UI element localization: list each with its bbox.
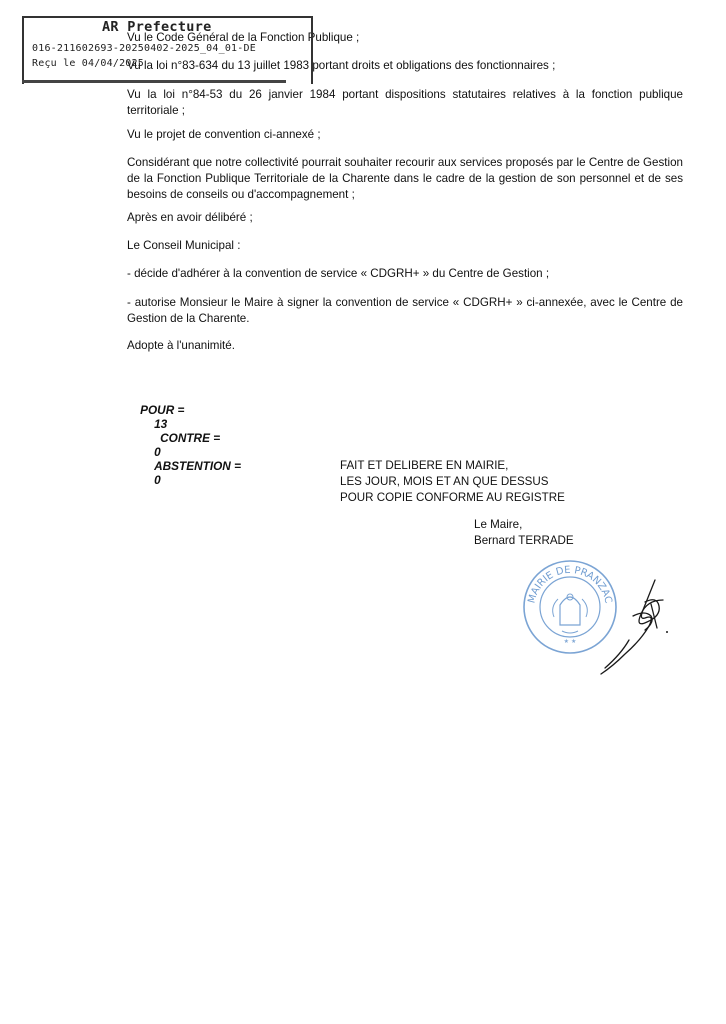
vote-pour-value: 13 [154, 417, 168, 431]
closing-line-3: POUR COPIE CONFORME AU REGISTRE [340, 491, 565, 504]
paragraph-projet-convention: Vu le projet de convention ci-annexé ; [127, 128, 321, 141]
vote-contre-value: 0 [154, 445, 161, 459]
paragraph-considerant: Considérant que notre collectivité pourrait souhaiter recourir aux services proposés par le Centre de Gestion de la Fonction Publique Territoriale de la Charente dans le cadre de la gestion de son personnel et de ses besoins de conseils ou d'accompagnement ; [127, 156, 683, 201]
seal-text: MAIRIE DE PRANZAC [526, 564, 614, 605]
paragraph-adopte: Adopte à l'unanimité. [127, 339, 235, 352]
paragraph-autorise-maire: - autorise Monsieur le Maire à signer la convention de service « CDGRH+ » ci-annexée, avec le Centre de Gestion de la Charente. [127, 296, 683, 325]
closing-formula [340, 458, 565, 506]
closing-line-2: LES JOUR, MOIS ET AN QUE DESSUS [340, 475, 549, 488]
signer-name: Bernard TERRADE [474, 534, 574, 547]
stamp-title: AR Prefecture [102, 19, 212, 35]
vote-abstention-label: ABSTENTION = [154, 459, 241, 473]
vote-contre-label: CONTRE = [160, 431, 221, 445]
signer-block [474, 517, 574, 549]
paragraph-code-fonction-publique: Vu le Code Général de la Fonction Publique ; [127, 31, 360, 44]
stamp-reference: 016-211602693-20250402-2025_04_01-DE [32, 43, 256, 54]
paragraph-decide-adherer: - décide d'adhérer à la convention de service « CDGRH+ » du Centre de Gestion ; [127, 267, 550, 280]
paragraph-loi-83-634: Vu la loi n°83-634 du 13 juillet 1983 portant droits et obligations des fonctionnaires ; [127, 59, 556, 72]
stamp-received-date: Reçu le 04/04/2025 [32, 58, 144, 69]
closing-line-1: FAIT ET DELIBERE EN MAIRIE, [340, 459, 509, 472]
stamp-bottom-border [22, 80, 286, 83]
paragraph-conseil-municipal: Le Conseil Municipal : [127, 239, 241, 252]
ar-prefecture-stamp [22, 16, 313, 84]
vote-pour-label: POUR = [140, 403, 185, 417]
paragraph-loi-84-53: Vu la loi n°84-53 du 26 janvier 1984 portant dispositions statutaires relatives à la fonction publique territoriale ; [127, 88, 683, 117]
signer-title: Le Maire, [474, 518, 523, 531]
mayor-signature [585, 570, 675, 680]
vote-results [127, 389, 241, 501]
paragraph-apres-delibere: Après en avoir délibéré ; [127, 211, 253, 224]
seal-star-icon: ★ ★ [563, 638, 577, 645]
vote-abstention-value: 0 [154, 473, 161, 487]
